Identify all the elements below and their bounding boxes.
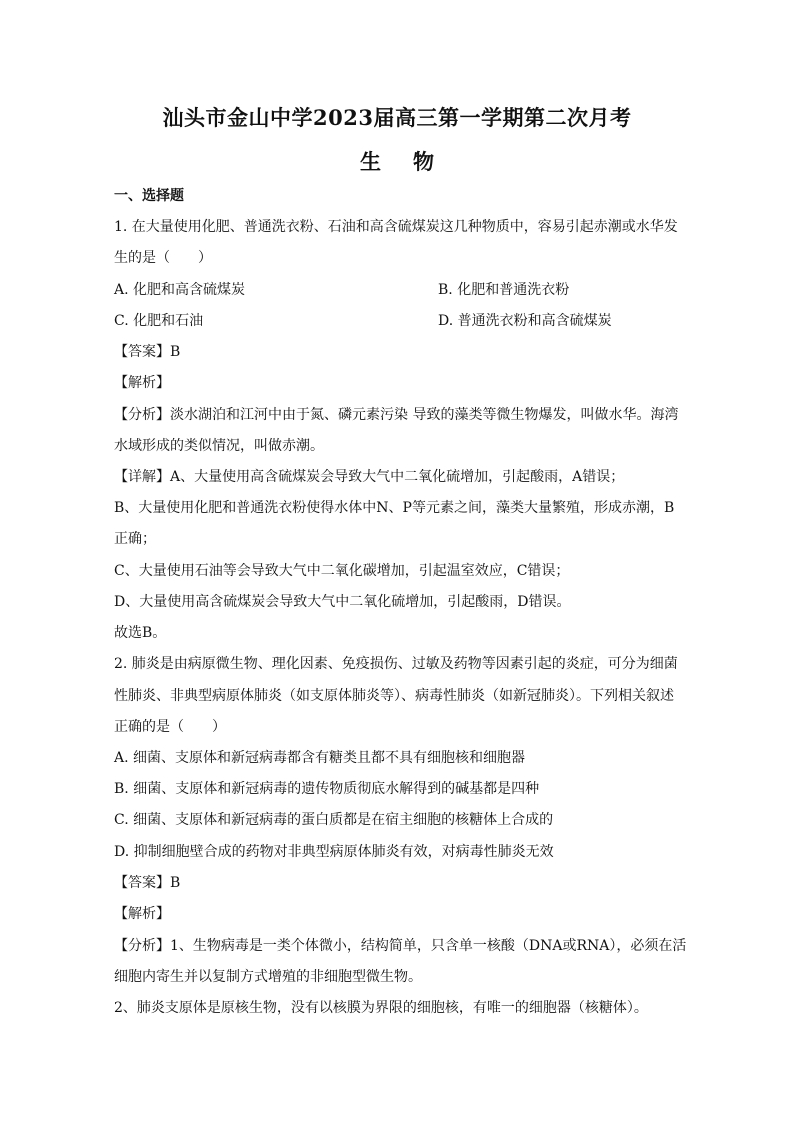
q1-option-b: B. 化肥和普通洗衣粉 [438, 282, 570, 298]
q1-xiangjie-line-1: 【详解】A、大量使用高含硫煤炭会导致大气中二氧化硫增加，引起酸雨，A错误； [114, 469, 625, 485]
q1-option-a: A. 化肥和高含硫煤炭 [114, 282, 246, 298]
q1-stem-line-2: 生的是（ ） [114, 250, 212, 266]
q1-xiangjie-line-4: C、大量使用石油等会导致大气中二氧化碳增加，引起温室效应，C错误； [114, 563, 570, 579]
q2-stem-line-1: 2. 肺炎是由病原微生物、理化因素、免疫损伤、过敏及药物等因素引起的炎症，可分为细菌 [114, 656, 678, 672]
q2-stem-line-3: 正确的是（ ） [114, 719, 226, 735]
subject-char-2: 物 [413, 149, 434, 174]
q1-fenxi-line-1: 【分析】淡水湖泊和江河中由于氮、磷元素污染 导致的藻类等微生物爆发，叫做水华。海湾 [114, 407, 679, 423]
q1-option-c: C. 化肥和石油 [114, 313, 204, 329]
q2-analysis-label: 【解析】 [114, 906, 170, 922]
q2-option-d: D. 抑制细胞壁合成的药物对非典型病原体肺炎有效，对病毒性肺炎无效 [114, 844, 554, 860]
q2-fenxi-line-1: 【分析】1、生物病毒是一类个体微小，结构简单，只含单一核酸（DNA或RNA），必须在活 [114, 938, 687, 954]
q1-analysis-label: 【解析】 [114, 375, 170, 391]
q1-stem-line-1: 1. 在大量使用化肥、普通洗衣粉、石油和高含硫煤炭这几种物质中，容易引起赤潮或水华发 [114, 219, 678, 235]
q2-option-c: C. 细菌、支原体和新冠病毒的蛋白质都是在宿主细胞的核糖体上合成的 [114, 812, 554, 828]
q1-conclusion: 故选B。 [114, 625, 167, 641]
section-heading: 一、选择题 [114, 188, 184, 204]
exam-title: 汕头市金山中学2023届高三第一学期第二次月考 [162, 105, 632, 130]
q1-option-d: D. 普通洗衣粉和高含硫煤炭 [438, 313, 612, 329]
q2-option-b: B. 细菌、支原体和新冠病毒的遗传物质彻底水解得到的碱基都是四种 [114, 781, 540, 797]
q1-fenxi-line-2: 水域形成的类似情况，叫做赤潮。 [114, 438, 324, 454]
q2-answer: 【答案】B [114, 875, 181, 891]
q2-fenxi-line-3: 2、肺炎支原体是原核生物，没有以核膜为界限的细胞核，有唯一的细胞器（核糖体）。 [114, 1000, 648, 1016]
q2-stem-line-2: 性肺炎、非典型病原体肺炎（如支原体肺炎等）、病毒性肺炎（如新冠肺炎）。下列相关叙述 [114, 688, 674, 704]
q1-xiangjie-line-5: D、大量使用高含硫煤炭会导致大气中二氧化硫增加，引起酸雨，D错误。 [114, 594, 571, 610]
q1-answer: 【答案】B [114, 344, 181, 360]
subject-char-1: 生 [360, 149, 381, 174]
q2-fenxi-line-2: 细胞内寄生并以复制方式增殖的非细胞型微生物。 [114, 969, 422, 985]
q1-xiangjie-line-2: B、大量使用化肥和普通洗衣粉使得水体中N、P等元素之间，藻类大量繁殖，形成赤潮，B [114, 500, 675, 516]
q1-xiangjie-line-3: 正确； [114, 531, 156, 547]
q2-option-a: A. 细菌、支原体和新冠病毒都含有糖类且都不具有细胞核和细胞器 [114, 750, 526, 766]
subject-title [0, 146, 794, 176]
